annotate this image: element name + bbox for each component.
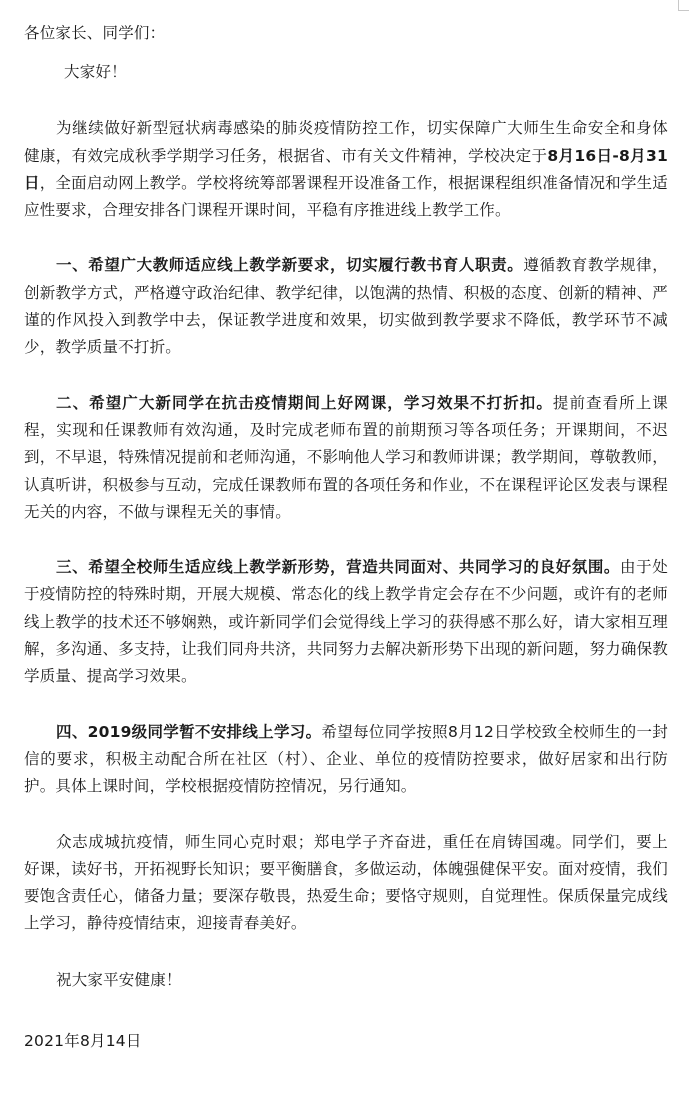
- section-paragraph-4: [24, 719, 668, 801]
- section-body-2: 提前查看所上课程，实现和任课教师有效沟通，及时完成老师布置的前期预习等各项任务；开课期间，不迟到，不早退，特殊情况提前和老师沟通，不影响他人学习和教师讲课；教学期间，尊敬教师，认真听讲，积极参与互动，完成任课教师布置的各项任务和作业，不在课程评论区发表与课程无关的内容，不做与课程无关的事情。: [24, 393, 668, 521]
- section-body-4: 希望每位同学按照8月12日学校致全校师生的一封信的要求，积极主动配合所在社区（村）、企业、单位的疫情防控要求，做好居家和出行防护。具体上课时间，学校根据疫情防控情况，另行通知。: [24, 722, 668, 796]
- section-heading-1: 一、希望广大教师适应线上教学新要求，切实履行教书育人职责。: [56, 256, 524, 275]
- intro-text-before: 为继续做好新型冠状病毒感染的肺炎疫情防控工作，切实保障广大师生生命安全和身体健康，有效完成秋季学期学习任务，根据省、市有关文件精神，学校决定于: [24, 119, 668, 165]
- section-body-3: 由于处于疫情防控的特殊时期，开展大规模、常态化的线上教学肯定会存在不少问题，或许有的老师线上教学的技术还不够娴熟，或许新同学们会觉得线上学习的获得感不那么好，请大家相互理解，多沟通、多支持，让我们同舟共济，共同努力去解决新形势下出现的新问题，努力确保教学质量、提高学习效果。: [24, 558, 668, 686]
- closing-wish: 祝大家平安健康！: [56, 970, 182, 989]
- corner-mark: [678, 0, 689, 11]
- intro-dates: 8月16日-8月31日: [24, 146, 668, 192]
- section-body-1: 遵循教育教学规律，创新教学方式，严格遵守政治纪律、教学纪律，以饱满的热情、积极的态度、创新的精神、严谨的作风投入到教学中去，保证教学进度和效果，切实做到教学要求不降低，教学环节不减少，教学质量不打折。: [24, 256, 668, 357]
- salutation: 各位家长、同学们：: [24, 24, 166, 42]
- greeting-hello: 大家好！: [64, 63, 127, 81]
- section-heading-2: 二、希望广大新同学在抗击疫情期间上好网课，学习效果不打折扣。: [56, 393, 553, 412]
- section-paragraph-1: [24, 252, 668, 361]
- letter-date: 2021年8月14日: [24, 1032, 142, 1051]
- section-heading-4: 四、2019级同学暂不安排线上学习。: [56, 722, 322, 741]
- exhortation-paragraph: 众志成城抗疫情，师生同心克时艰；郑电学子齐奋进，重任在肩铸国魂。同学们，要上好课，读好书，开拓视野长知识；要平衡膳食，多做运动，体魄强健保平安。面对疫情，我们要饱含责任心，储备力量；要深存敬畏，热爱生命；要恪守规则，自觉理性。保质保量完成线上学习，静待疫情结束，迎接青春美好。: [24, 832, 668, 933]
- section-heading-3: 三、希望全校师生适应线上教学新形势，营造共同面对、共同学习的良好氛围。: [56, 558, 621, 577]
- letter-body: [24, 20, 668, 1055]
- section-paragraph-2: [24, 390, 668, 526]
- section-paragraph-3: [24, 554, 668, 690]
- intro-text-after: ，全面启动网上教学。学校将统筹部署课程开设准备工作，根据课程组织准备情况和学生适应性要求，合理安排各门课程开课时间，平稳有序推进线上教学工作。: [24, 173, 668, 220]
- intro-paragraph: [24, 115, 668, 224]
